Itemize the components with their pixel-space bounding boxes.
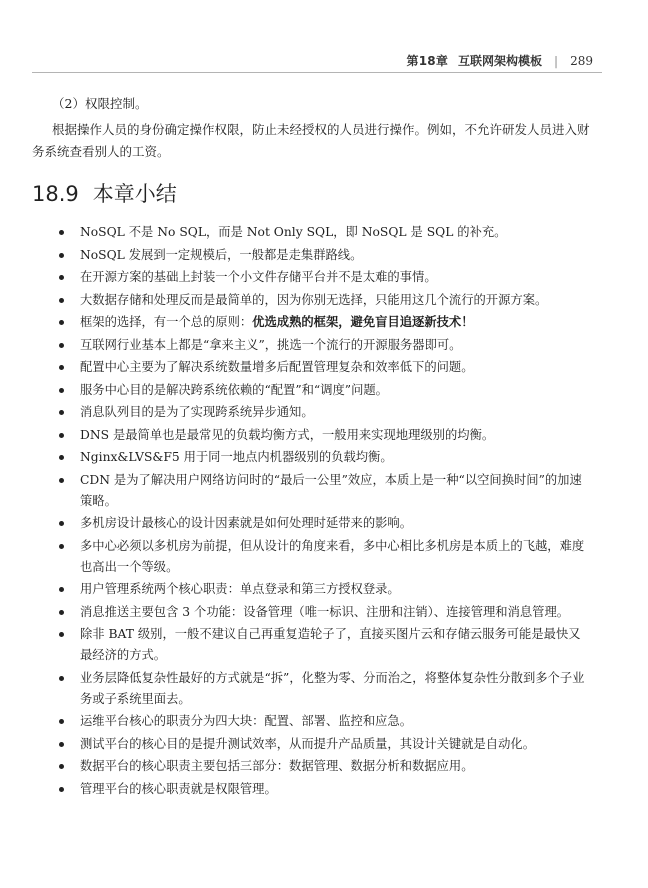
list-item	[56, 312, 588, 333]
bullet-icon	[59, 719, 64, 724]
section-title: 本章小结	[92, 182, 177, 206]
list-item	[56, 711, 588, 732]
list-item	[56, 734, 588, 755]
running-header	[407, 52, 593, 69]
bullet-icon	[59, 587, 64, 592]
list-item	[56, 267, 588, 288]
list-item	[56, 513, 588, 534]
chapter-title: 互联网架构模板	[458, 54, 543, 68]
list-item-text: 多中心必须以多机房为前提，但从设计的角度来看，多中心相比多机房是本质上的飞越，难度也高出一个等级。	[80, 538, 585, 574]
list-item-text: 大数据存储和处理反而是最简单的，因为你别无选择，只能用这几个流行的开源方案。	[80, 292, 548, 307]
list-item	[56, 335, 588, 356]
list-item	[56, 779, 588, 800]
list-item-text: CDN 是为了解决用户网络访问时的“最后一公里”效应，本质上是一种“以空间换时间”的加速策略。	[80, 472, 582, 508]
list-item-text: 业务层降低复杂性最好的方式就是“拆”，化整为零、分而治之，将整体复杂性分散到多个子业务或子系统里面去。	[80, 670, 585, 706]
bullet-icon	[59, 764, 64, 769]
list-item-text: 消息推送主要包含 3 个功能：设备管理（唯一标识、注册和注销）、连接管理和消息管理。	[80, 604, 570, 619]
bullet-icon	[59, 787, 64, 792]
list-item	[56, 402, 588, 423]
list-item-text: 配置中心主要为了解决系统数量增多后配置管理复杂和效率低下的问题。	[80, 360, 474, 374]
list-item-text: NoSQL 不是 No SQL，而是 Not Only SQL，即 NoSQL 是 SQL 的补充。	[80, 225, 507, 239]
list-item-text: 互联网行业基本上都是“拿来主义”，挑选一个流行的开源服务器即可。	[80, 337, 462, 352]
list-item-text: 除非 BAT 级别，一般不建议自己再重复造轮子了，直接买图片云和存储云服务可能是最快又最经济的方式。	[80, 627, 581, 662]
sub-heading: （2）权限控制。	[52, 96, 148, 111]
list-item	[56, 756, 588, 777]
list-item	[56, 380, 588, 401]
bullet-icon	[59, 388, 64, 393]
bullet-icon	[59, 632, 64, 637]
bullet-icon	[59, 610, 64, 615]
list-item-text: 多机房设计最核心的设计因素就是如何处理时延带来的影响。	[80, 516, 413, 530]
list-item-text: 服务中心目的是解决跨系统依赖的“配置”和“调度”问题。	[80, 382, 388, 397]
list-item	[56, 536, 588, 578]
body-paragraph: 根据操作人员的身份确定操作权限，防止未经授权的人员进行操作。例如，不允许研发人员进入财务系统查看别人的工资。	[32, 122, 590, 159]
list-item-emphasis: 优选成熟的框架，避免盲目追逐新技术！	[252, 315, 474, 329]
list-item-text: 在开源方案的基础上封装一个小文件存储平台并不是太难的事情。	[80, 270, 437, 284]
list-item	[56, 290, 588, 311]
list-item	[56, 602, 588, 623]
bullet-icon	[59, 521, 64, 526]
chapter-number: 第18章	[406, 54, 449, 68]
list-item-text: 管理平台的核心职责就是权限管理。	[80, 781, 277, 796]
bullet-icon	[59, 230, 64, 235]
list-item	[56, 222, 588, 243]
list-item-text: 测试平台的核心目的是提升测试效率，从而提升产品质量，其设计关键就是自动化。	[80, 736, 535, 751]
list-item	[56, 470, 588, 512]
bullet-icon	[59, 742, 64, 747]
list-item-text: 用户管理系统两个核心职责：单点登录和第三方授权登录。	[80, 582, 400, 596]
list-item-text: DNS 是最简单也是最常见的负载均衡方式，一般用来实现地理级别的均衡。	[80, 427, 495, 442]
bullet-icon	[59, 320, 64, 325]
bullet-icon	[59, 298, 64, 303]
list-item-text: 框架的选择，有一个总的原则：	[80, 315, 253, 329]
list-item-text: 数据平台的核心职责主要包括三部分：数据管理、数据分析和数据应用。	[80, 759, 474, 773]
list-item-text: 运维平台核心的职责分为四大块：配置、部署、监控和应急。	[80, 714, 413, 728]
list-item	[56, 579, 588, 600]
list-item-text: 消息队列目的是为了实现跨系统异步通知。	[80, 405, 314, 419]
bullet-icon	[59, 478, 64, 483]
bullet-icon	[59, 275, 64, 280]
summary-list	[56, 222, 588, 801]
list-item	[56, 245, 588, 266]
section-heading	[32, 178, 177, 208]
page-number: 289	[570, 53, 593, 68]
list-item	[56, 668, 588, 710]
bullet-icon	[59, 365, 64, 370]
bullet-icon	[59, 544, 64, 549]
list-item	[56, 624, 588, 666]
section-number: 18.9	[32, 182, 79, 206]
header-separator: |	[554, 53, 559, 68]
list-item-text: Nginx&LVS&F5 用于同一地点内机器级别的负载均衡。	[80, 450, 393, 464]
header-rule	[32, 72, 602, 73]
list-item	[56, 357, 588, 378]
bullet-icon	[59, 253, 64, 258]
bullet-icon	[59, 676, 64, 681]
list-item	[56, 425, 588, 446]
bullet-icon	[59, 410, 64, 415]
bullet-icon	[59, 343, 64, 348]
list-item-text: NoSQL 发展到一定规模后，一般都是走集群路线。	[80, 247, 363, 262]
list-item	[56, 447, 588, 468]
bullet-icon	[59, 433, 64, 438]
bullet-icon	[59, 455, 64, 460]
